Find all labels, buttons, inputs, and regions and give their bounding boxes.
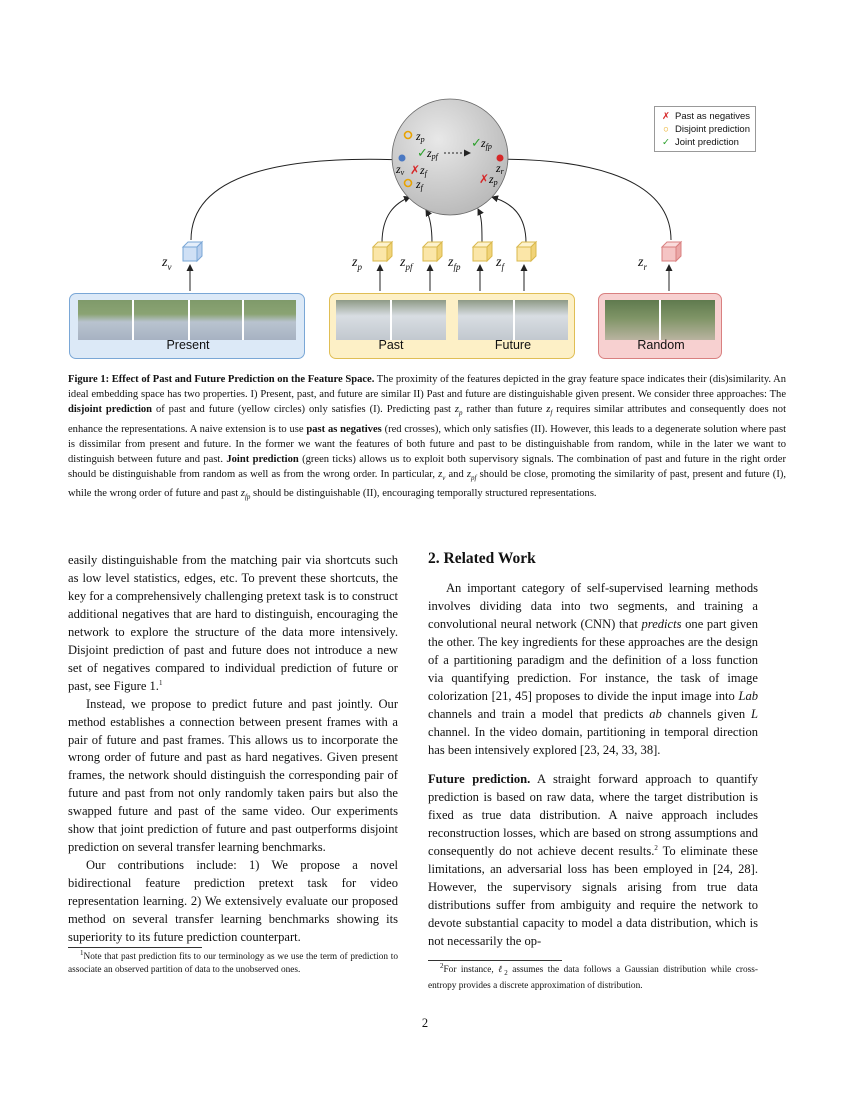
footnote-1: $^1$Note that past prediction fits to our terminology as we use the term of prediction to associate an observed partition of data to the unobserved ones. xyxy=(68,948,398,976)
zv-point xyxy=(399,155,406,162)
label-zr: $z_r$ xyxy=(638,255,647,272)
svg-text:zfp: zfp xyxy=(481,136,492,151)
svg-text:✗: ✗ xyxy=(479,172,490,186)
cross-icon: ✗ xyxy=(662,111,670,122)
legend-disjoint-prediction: ○ Disjoint prediction xyxy=(660,123,750,136)
circle-icon: ○ xyxy=(663,124,669,135)
paragraph: easily distinguishable from the matching pair via shortcuts such as low level statistics, edges, etc. To prevent these shortcuts, the key for a comprehensively challenging pretext task is to construct additional negatives that are hard to distinguish, encouraging the network to explore the structure of the data more intensively. Disjoint prediction of past and future does not introduce a new set of negatives compared to individual prediction of future or past, see Figure 1.$^1$ xyxy=(68,553,398,693)
feature-space-sphere xyxy=(392,99,508,215)
past-future-panel xyxy=(329,293,575,359)
cube-zv xyxy=(183,242,202,261)
arrow-zv-to-space xyxy=(191,159,405,240)
label-zp: $z_p$ xyxy=(352,255,362,272)
arrow-zfp-to-space xyxy=(478,209,482,243)
paragraph: An important category of self-supervised learning methods involves dividing data into two segments, and training a convolutional neural network (CNN) that predicts one part given the other. The key ingredients for these approaches are the design of a partitioning paradigm and the definition of a loss function via quantifying prediction. For instance, the task of image colorization [21, 45] proposes to divide the input image into Lab channels and train a model that predicts ab channels given L channel. In the video domain, partitioning in temporal direction has been intensively explored [23, 24, 33, 38]. xyxy=(428,580,758,757)
svg-text:✓: ✓ xyxy=(417,146,428,161)
cube-zfp xyxy=(473,242,492,261)
future-label: Future xyxy=(494,338,532,352)
svg-text:zf: zf xyxy=(416,177,423,192)
figure-legend xyxy=(654,106,756,152)
svg-text:zf: zf xyxy=(420,163,427,178)
page-number: 2 xyxy=(421,1016,429,1030)
present-frames-image xyxy=(78,300,296,340)
past-label: Past xyxy=(378,338,404,352)
svg-text:zv: zv xyxy=(396,162,405,177)
check-icon: ✓ xyxy=(662,137,670,148)
svg-text:✗: ✗ xyxy=(410,163,421,177)
svg-text:zp: zp xyxy=(489,172,498,187)
paragraph: Our contributions include: 1) We propose a novel bidirectional feature prediction pretext task for video representation learning. 2) We extensively evaluate our proposed method on several transfer learning benchmarks showing its superiority to its future prediction counterpart. xyxy=(68,858,398,945)
figure-1 xyxy=(60,95,790,365)
random-panel xyxy=(598,293,722,359)
svg-text:✓: ✓ xyxy=(471,136,482,151)
present-panel xyxy=(69,293,305,359)
cube-zf xyxy=(517,242,536,261)
cube-zr xyxy=(662,242,681,261)
label-zf: $z_f$ xyxy=(496,255,504,272)
arrow-zp-to-space xyxy=(382,197,410,243)
footnote-rule xyxy=(68,947,202,948)
svg-text:zpf: zpf xyxy=(427,146,438,161)
svg-text:zp: zp xyxy=(416,129,425,144)
section-heading: 2. Related Work xyxy=(428,550,536,567)
legend-joint-prediction: ✓ Joint prediction xyxy=(660,136,750,149)
footnote-rule xyxy=(428,960,562,961)
label-zv: $z_v$ xyxy=(162,255,172,272)
right-column xyxy=(428,550,758,951)
arrow-zf-to-space xyxy=(492,197,526,243)
svg-text:zr: zr xyxy=(496,161,504,176)
left-column xyxy=(68,552,398,947)
paragraph: Future prediction. A straight forward approach to quantify prediction is based on raw data, where the target distribution is fixed as true data distribution. A naive approach includes reconstruction losses, which are based on strong assumptions and consequently do not achieve decent results.$^2$ To eliminate these limitations, an adversarial loss has been employed in [24, 28]. However, the supervisory signals arising from true data distributions suffer from ambiguity and require the network to devote substantial capacity to model a data distribution, which is not necessarily the op- xyxy=(428,772,758,949)
present-label: Present xyxy=(166,338,210,352)
cube-zp xyxy=(373,242,392,261)
legend-past-as-negatives: ✗ Past as negatives xyxy=(660,110,750,123)
cube-zpf xyxy=(423,242,442,261)
footnote-2: $^2$For instance, ℓ$_2$ assumes the data follows a Gaussian distribution while cross-entropy provides a discrete approximation of distribution. xyxy=(428,961,758,992)
random-label: Random xyxy=(637,338,685,352)
label-zfp: $z_{fp}$ xyxy=(448,255,461,272)
figure-caption: Figure 1: Effect of Past and Future Prediction on the Feature Space. The proximity of the features depicted in the gray feature space indicates their (dis)similarity. An ideal embedding space has two properties. I) Present, past, and future are similar II) Past and future are distinguishable given present. We consider three approaches: The disjoint prediction of past and future (yellow circles) only satisfies (I). Predicting past $z_p$ rather than future $z_f$ requires similar attributes and consequently does not enhance the representations. A naive extension is to use past as negatives (red crosses), which only satisfies (II). However, this leads to a degenerate solution where past is dissimilar from present and future. In the former we want the features of both future and past to be distinguishable from random, while in the later we want to distinguish between future and past. Joint prediction (green ticks) allows us to exploit both supervisory signals. The combination of past and future in the right order should be distinguishable from random as well as from the wrong order. In particular, $z_v$ and $z_{pf}$ should be close, promoting the similarity of past, present and future (I), while the wrong order of future and past $z_{fp}$ should be distinguishable (II), encouraging temporally structured representations. xyxy=(68,374,786,502)
paragraph: Instead, we propose to predict future and past jointly. Our method establishes a connection between present frames with a pair of future and past frames. This allows us to incorporate the wrong order of future and past as hard negatives. Given present frames, the network should distinguish the corresponding pair of future and past from not only randomly taken pairs but also the swapped future and past of the same video. Our experiments show that joint prediction of future and past outperforms disjoint prediction on several transfer learning benchmarks. xyxy=(68,696,398,855)
label-zpf: $z_{pf}$ xyxy=(400,255,413,272)
arrow-zpf-to-space xyxy=(426,210,432,243)
